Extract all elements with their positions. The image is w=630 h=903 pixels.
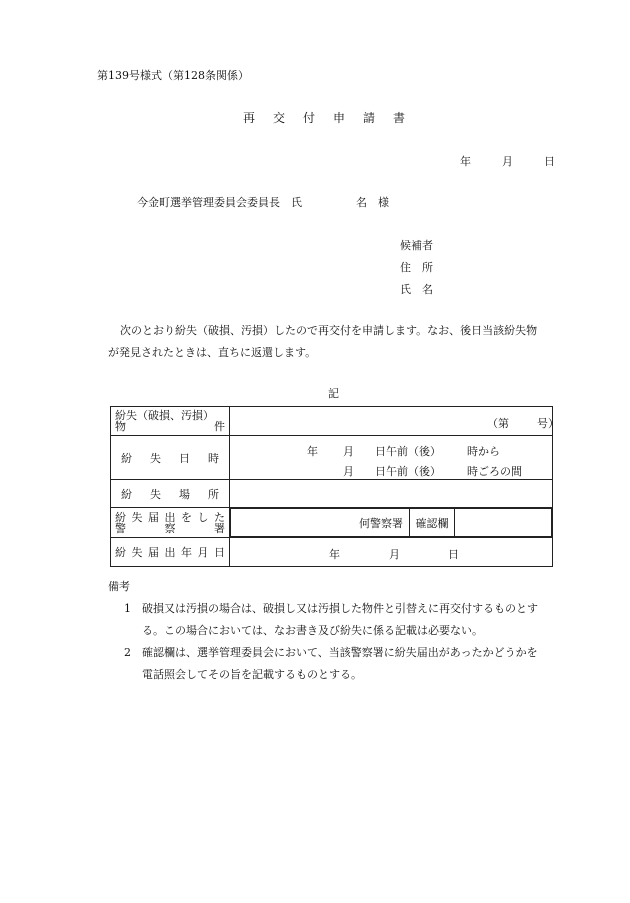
remark-item xyxy=(120,642,560,686)
remark-number: 1 xyxy=(124,602,131,615)
remark-text-line: 破損又は汚損の場合は、破損し又は汚損した物件と引替えに再交付するものとす xyxy=(142,602,538,615)
address-label: 住 所 xyxy=(400,261,433,274)
police-label-9: 察 xyxy=(164,521,176,535)
confirm-label: 確認欄 xyxy=(415,516,449,530)
loss-place-label-4: 所 xyxy=(208,487,219,501)
applicant-block xyxy=(400,235,433,301)
confirm-label-cell xyxy=(410,509,455,537)
report-date-label-5: 年 xyxy=(181,546,192,559)
report-date-label-2: 失 xyxy=(131,546,143,559)
table-row-report-date xyxy=(111,538,553,567)
statement-line-1: 次のとおり紛失（破損、汚損）したので再交付を申請します。なお、後日当該紛失物 xyxy=(120,324,538,337)
loss-place-label-3: 場 xyxy=(179,487,190,501)
loss-from-month: 月 xyxy=(343,444,354,458)
police-inner-table xyxy=(230,508,552,537)
remark-text-line: 確認欄は、選挙管理委員会において、当該警察署に紛失届出があったかどうかを xyxy=(142,646,538,659)
ki-heading: 記 xyxy=(328,387,339,400)
loss-place-cell[interactable] xyxy=(230,480,553,508)
report-day: 日 xyxy=(448,548,459,561)
police-label-3: 届 xyxy=(148,510,159,524)
police-label-6: し xyxy=(197,510,209,524)
item-label-a: 物 xyxy=(115,420,126,433)
addressee-prefix: 今金町選挙管理委員会委員長 氏 xyxy=(137,196,302,209)
item-label-b: 件 xyxy=(214,420,225,433)
report-date-label-1: 紛 xyxy=(115,546,126,559)
date-line xyxy=(460,153,555,169)
report-date-label-6: 月 xyxy=(197,546,209,559)
report-date-label-7: 日 xyxy=(214,546,225,559)
loss-from-year: 年 xyxy=(307,444,318,458)
loss-to-hour: 時ごろの間 xyxy=(467,464,522,478)
name-label: 氏 名 xyxy=(400,283,433,296)
report-date-label-3: 届 xyxy=(148,546,159,559)
report-year: 年 xyxy=(329,548,340,561)
application-statement xyxy=(108,320,538,364)
police-label-5: を xyxy=(181,510,192,524)
loss-time-label-2: 失 xyxy=(150,451,161,465)
loss-to-month: 月 xyxy=(343,464,354,478)
confirm-field[interactable] xyxy=(455,509,552,537)
loss-time-cell[interactable] xyxy=(230,436,553,480)
table-row-loss-time xyxy=(111,436,553,480)
loss-place-label-1: 紛 xyxy=(121,487,132,501)
loss-time-label-1: 紛 xyxy=(121,451,132,465)
report-date-label-4: 出 xyxy=(164,546,176,559)
item-number-close: 号） xyxy=(537,417,559,430)
police-station-label: 何警察署 xyxy=(359,516,403,530)
date-month: 月 xyxy=(502,155,513,168)
addressee-suffix: 名 様 xyxy=(356,196,389,209)
date-year: 年 xyxy=(460,155,471,168)
police-label-2: 失 xyxy=(131,510,143,524)
table-row-loss-place xyxy=(111,480,553,508)
remark-item xyxy=(120,598,560,642)
police-station-cell[interactable] xyxy=(231,509,410,537)
police-label-7: た xyxy=(214,510,225,524)
police-label-4: 出 xyxy=(164,510,176,524)
remark-text-line: る。この場合においては、なお書き及び紛失に係る記載は必要ない。 xyxy=(142,624,483,637)
table-row-police xyxy=(111,508,553,538)
table-row-item xyxy=(111,407,553,436)
item-value-cell[interactable] xyxy=(230,407,559,436)
report-date-cell[interactable] xyxy=(230,538,553,567)
item-label-top: 紛失（破損、汚損） xyxy=(115,409,214,422)
loss-time-label-3: 日 xyxy=(179,451,190,465)
loss-to-ampm: 日午前（後） xyxy=(375,464,441,478)
item-number-open: （第 xyxy=(487,417,509,430)
document-title: 再交付申請書 xyxy=(243,111,424,125)
form-number: 第139号様式（第128条関係） xyxy=(97,69,249,82)
loss-place-label-2: 失 xyxy=(150,487,161,501)
report-month: 月 xyxy=(389,548,400,561)
details-table xyxy=(110,406,559,567)
police-label-1: 紛 xyxy=(115,510,126,524)
loss-from-hour: 時から xyxy=(467,444,500,458)
remarks-heading: 備考 xyxy=(108,580,130,593)
loss-from-ampm: 日午前（後） xyxy=(375,444,441,458)
remark-number: 2 xyxy=(124,646,131,659)
police-label-10: 署 xyxy=(214,521,225,535)
addressee xyxy=(137,194,389,210)
loss-time-label-4: 時 xyxy=(208,451,219,465)
remark-text-line: 電話照会してその旨を記載するものとする。 xyxy=(142,668,362,681)
statement-line-2: が発見されたときは、直ちに返還します。 xyxy=(108,346,317,359)
date-day: 日 xyxy=(544,155,555,168)
candidate-label: 候補者 xyxy=(400,239,433,252)
remarks-list xyxy=(120,598,560,686)
police-label-8: 警 xyxy=(115,521,126,535)
